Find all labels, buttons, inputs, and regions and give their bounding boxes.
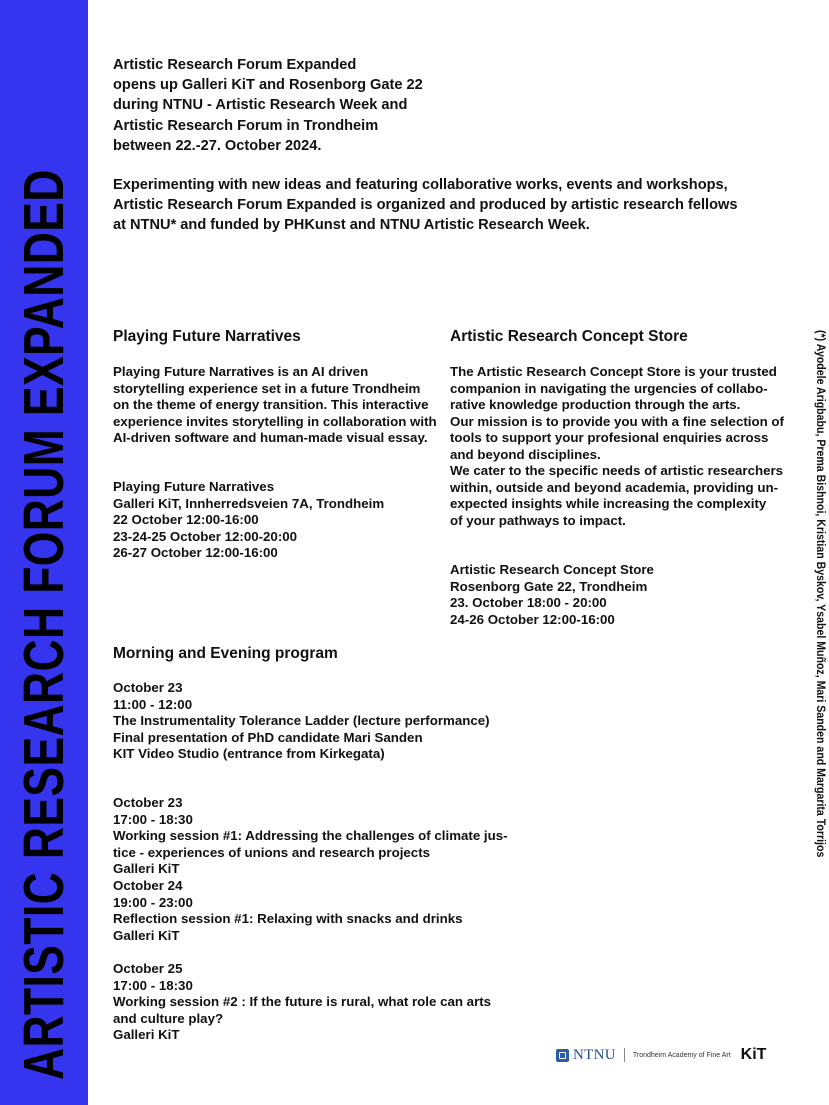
info-line: 22 October 12:00-16:00	[113, 512, 259, 527]
desc-line: The Artistic Research Concept Store is your trusted	[450, 364, 777, 379]
desc-line: of your pathways to impact.	[450, 512, 626, 528]
footer-logos	[556, 1042, 766, 1068]
side-title: ARTISTIC RESEARCH FORUM EXPANDED	[12, 169, 76, 1081]
event-date: October 24	[113, 878, 183, 893]
pfn-heading: Playing Future Narratives	[113, 328, 301, 345]
event-line: The Instrumentality Tolerance Ladder (lecture performance)	[113, 713, 490, 728]
desc-line: Playing Future Narratives is an AI driven	[113, 364, 369, 379]
program-event	[113, 878, 463, 944]
info-line: 23. October 18:00 - 20:00	[450, 595, 607, 610]
desc-line: tools to support your profesional enquiries across	[450, 430, 769, 445]
event-date: October 25	[113, 961, 183, 976]
event-line: Galleri KiT	[113, 861, 180, 876]
info-line: Artistic Research Concept Store	[450, 562, 654, 577]
event-time: 19:00 - 23:00	[113, 894, 193, 910]
event-line: and culture play?	[113, 1010, 224, 1026]
desc-line: rative knowledge production through the arts.	[450, 397, 741, 412]
info-line: Galleri KiT, Innherredsveien 7A, Trondheim	[113, 495, 385, 511]
event-time: 11:00 - 12:00	[113, 696, 193, 712]
arcs-description	[450, 364, 784, 529]
arcs-heading: Artistic Research Concept Store	[450, 328, 688, 345]
event-line: Working session #1: Addressing the challenges of climate jus-	[113, 828, 508, 843]
desc-line: experience invites storytelling in collaboration with	[113, 413, 437, 429]
event-line: KIT Video Studio (entrance from Kirkegata)	[113, 746, 385, 761]
desc-line: AI-driven software and human-made visual essay.	[113, 430, 428, 445]
event-time: 17:00 - 18:30	[113, 977, 193, 993]
program-event	[113, 795, 508, 878]
pfn-info	[113, 479, 384, 562]
program-heading: Morning and Evening program	[113, 645, 338, 662]
event-line: tice - experiences of unions and research projects	[113, 844, 431, 860]
intro-line: Artistic Research Forum Expanded	[113, 57, 357, 73]
desc-line: companion in navigating the urgencies of collabo-	[450, 380, 768, 396]
info-line: 23-24-25 October 12:00-20:00	[113, 528, 298, 544]
event-line: Reflection session #1: Relaxing with snacks and drinks	[113, 911, 463, 926]
program-event	[113, 961, 491, 1044]
kit-logo: KiT	[740, 1046, 767, 1063]
intro-line: opens up Galleri KiT and Rosenborg Gate 22	[113, 77, 423, 94]
event-line: Working session #2 : If the future is rural, what role can arts	[113, 994, 492, 1009]
event-time: 17:00 - 18:30	[113, 811, 193, 827]
desc-line: expected insights while increasing the complexity	[450, 496, 767, 511]
intro-line: between 22.-27. October 2024.	[113, 137, 322, 154]
info-line: Playing Future Narratives	[113, 479, 275, 494]
event-line: Galleri KiT	[113, 927, 180, 943]
desc-line: storytelling experience set in a future Trondheim	[113, 380, 421, 396]
ntnu-logo-icon	[556, 1049, 569, 1062]
ntnu-logo-text: NTNU	[573, 1046, 616, 1063]
arcs-info	[450, 562, 654, 628]
logo-divider	[624, 1048, 625, 1062]
credits: (*) Ayodele Arigbabu, Prema Bishnoi, Kristian Byskov, Ysabel Muñoz, Mari Sanden and Margarita Torrijos	[814, 330, 826, 858]
intro-line: Artistic Research Forum in Trondheim	[113, 117, 379, 134]
intro-line: Artistic Research Forum Expanded is organized and produced by artistic research fellows	[113, 197, 738, 214]
event-line: Galleri KiT	[113, 1027, 180, 1042]
academy-logo-text: Trondheim Academy of Fine Art	[632, 1051, 731, 1059]
desc-line: within, outside and beyond academia, providing un-	[450, 479, 779, 495]
intro-paragraph-1	[113, 55, 423, 156]
event-date: October 23	[113, 795, 183, 810]
info-line: Rosenborg Gate 22, Trondheim	[450, 578, 648, 594]
desc-line: and beyond disciplines.	[450, 446, 601, 462]
program-event	[113, 680, 490, 763]
info-line: 26-27 October 12:00-16:00	[113, 545, 278, 560]
intro-line: Experimenting with new ideas and featuring collaborative works, events and workshops,	[113, 177, 728, 193]
info-line: 24-26 October 12:00-16:00	[450, 611, 615, 627]
desc-line: on the theme of energy transition. This interactive	[113, 397, 429, 412]
desc-line: Our mission is to provide you with a fine selection of	[450, 413, 784, 429]
event-line: Final presentation of PhD candidate Mari Sanden	[113, 729, 423, 745]
intro-line: at NTNU* and funded by PHKunst and NTNU Artistic Research Week.	[113, 217, 590, 234]
intro-line: during NTNU - Artistic Research Week and	[113, 97, 408, 114]
intro-paragraph-2	[113, 175, 737, 236]
desc-line: We cater to the specific needs of artistic researchers	[450, 463, 784, 478]
pfn-description	[113, 364, 437, 447]
event-date: October 23	[113, 680, 183, 695]
